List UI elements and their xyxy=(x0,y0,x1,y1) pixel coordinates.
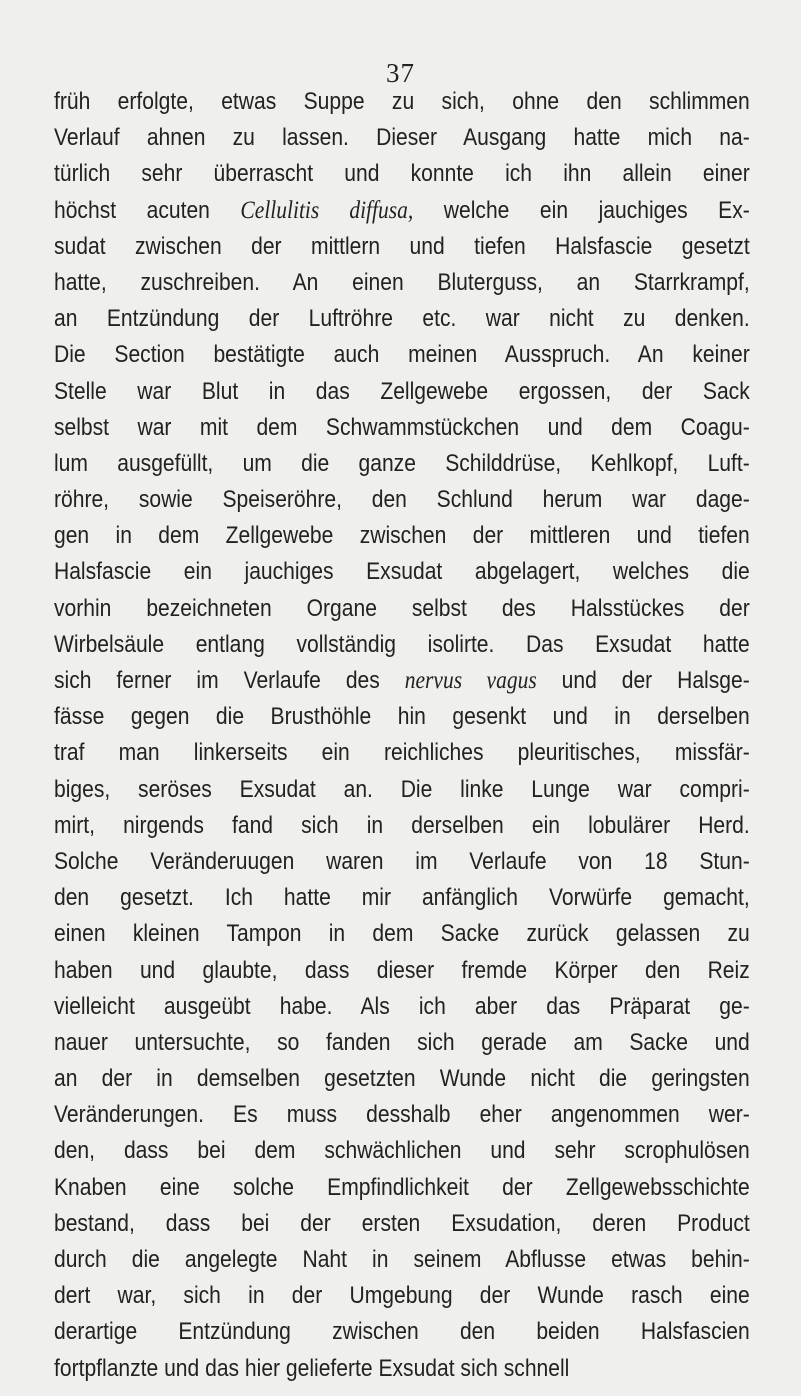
text-line xyxy=(54,265,750,301)
text-line xyxy=(54,808,750,844)
text-line xyxy=(54,916,750,952)
text-line xyxy=(54,301,750,337)
italic-term: Cellulitis diffusa, xyxy=(240,196,414,224)
page-number: 37 xyxy=(386,58,415,88)
text-segment: nauer untersuchte, so fanden sich gerade am Sacke und xyxy=(54,1028,750,1056)
text-line xyxy=(54,1133,750,1169)
text-segment: selbst war mit dem Schwammstückchen und dem Coagu- xyxy=(54,413,750,441)
text-segment: Stelle war Blut in das Zellgewebe ergossen, der Sack xyxy=(54,377,750,405)
italic-term: nervus vagus xyxy=(404,667,537,694)
text-segment: mirt, nirgends fand sich in derselben ein lobulärer Herd. xyxy=(54,811,750,839)
text-line xyxy=(54,482,750,518)
text-line xyxy=(54,446,750,482)
text-line xyxy=(54,156,750,192)
text-segment: durch die angelegte Naht in seinem Abflusse etwas behin- xyxy=(54,1246,750,1273)
text-line xyxy=(54,627,750,663)
text-segment: haben und glaubte, dass dieser fremde Körper den Reiz xyxy=(54,956,750,984)
text-line xyxy=(54,120,750,156)
text-segment: und der Halsge- xyxy=(536,667,750,694)
text-segment: den, dass bei dem schwächlichen und sehr scrophulösen xyxy=(54,1137,750,1165)
text-segment: vielleicht ausgeübt habe. Als ich aber das Präparat ge- xyxy=(54,992,750,1020)
text-line xyxy=(54,1278,750,1314)
text-line xyxy=(54,699,750,735)
text-segment: traf man linkerseits ein reichliches pleuritisches, missfär- xyxy=(54,739,750,767)
text-line xyxy=(54,663,750,699)
text-line xyxy=(54,1025,750,1061)
text-segment: welche ein jauchiges Ex- xyxy=(413,196,750,224)
text-segment: derartige Entzündung zwischen den beiden Halsfascien xyxy=(54,1318,750,1346)
text-segment: dert war, sich in der Umgebung der Wunde rasch eine xyxy=(54,1282,750,1310)
text-segment: höchst acuten xyxy=(54,196,241,224)
text-line xyxy=(54,374,750,410)
text-line xyxy=(54,410,750,446)
text-line xyxy=(54,518,750,554)
text-line xyxy=(54,229,750,265)
text-line xyxy=(54,554,750,590)
text-segment: Solche Veränderuugen waren im Verlaufe von 18 Stun- xyxy=(54,847,750,875)
text-line xyxy=(54,1170,750,1206)
text-line xyxy=(54,735,750,771)
text-line xyxy=(54,193,750,229)
text-line xyxy=(54,989,750,1025)
text-segment: bestand, dass bei der ersten Exsudation, deren Product xyxy=(54,1209,750,1237)
text-line xyxy=(54,1097,750,1133)
text-segment: lum ausgefüllt, um die ganze Schilddrüse, Kehlkopf, Luft- xyxy=(54,449,750,477)
text-segment: biges, seröses Exsudat an. Die linke Lunge war compri- xyxy=(54,775,750,803)
text-segment: türlich sehr überrascht und konnte ich ihn allein einer xyxy=(54,160,750,188)
text-segment: gen in dem Zellgewebe zwischen der mittleren und tiefen xyxy=(54,522,750,550)
text-segment: röhre, sowie Speiseröhre, den Schlund herum war dage- xyxy=(54,486,750,514)
text-segment: sich ferner im Verlaufe des xyxy=(54,667,405,694)
text-line xyxy=(54,1206,750,1242)
text-line xyxy=(54,337,750,373)
text-segment: an Entzündung der Luftröhre etc. war nicht zu denken. xyxy=(54,305,750,333)
text-line xyxy=(54,84,750,120)
text-segment: Die Section bestätigte auch meinen Ausspruch. An keiner xyxy=(54,341,750,369)
text-segment: Wirbelsäule entlang vollständig isolirte. Das Exsudat hatte xyxy=(54,630,750,658)
text-segment: früh erfolgte, etwas Suppe zu sich, ohne den schlimmen xyxy=(54,88,750,115)
text-line xyxy=(54,880,750,916)
text-segment: sudat zwischen der mittlern und tiefen Halsfascie gesetzt xyxy=(54,232,750,260)
body-text xyxy=(54,84,750,1387)
text-segment: den gesetzt. Ich hatte mir anfänglich Vorwürfe gemacht, xyxy=(54,884,750,912)
text-segment: vorhin bezeichneten Organe selbst des Halsstückes der xyxy=(54,594,750,622)
text-line xyxy=(54,1061,750,1097)
text-segment: Halsfascie ein jauchiges Exsudat abgelagert, welches die xyxy=(54,558,750,586)
text-line xyxy=(54,953,750,989)
text-segment: fässe gegen die Brusthöhle hin gesenkt und in derselben xyxy=(54,703,750,731)
text-segment: einen kleinen Tampon in dem Sacke zurück gelassen zu xyxy=(54,920,750,948)
text-line xyxy=(54,1351,750,1387)
text-segment: an der in demselben gesetzten Wunde nicht die geringsten xyxy=(54,1065,750,1093)
text-segment: fortpflanzte und das hier gelieferte Exsudat sich schnell xyxy=(54,1354,570,1382)
text-line xyxy=(54,591,750,627)
text-segment: hatte, zuschreiben. An einen Bluterguss, an Starrkrampf, xyxy=(54,268,750,296)
text-line xyxy=(54,844,750,880)
text-line xyxy=(54,772,750,808)
text-segment: Veränderungen. Es muss desshalb eher angenommen wer- xyxy=(54,1101,750,1129)
text-segment: Verlauf ahnen zu lassen. Dieser Ausgang hatte mich na- xyxy=(54,124,750,152)
text-line xyxy=(54,1314,750,1350)
text-segment: Knaben eine solche Empfindlichkeit der Zellgewebsschichte xyxy=(54,1173,750,1201)
text-line xyxy=(54,1242,750,1278)
